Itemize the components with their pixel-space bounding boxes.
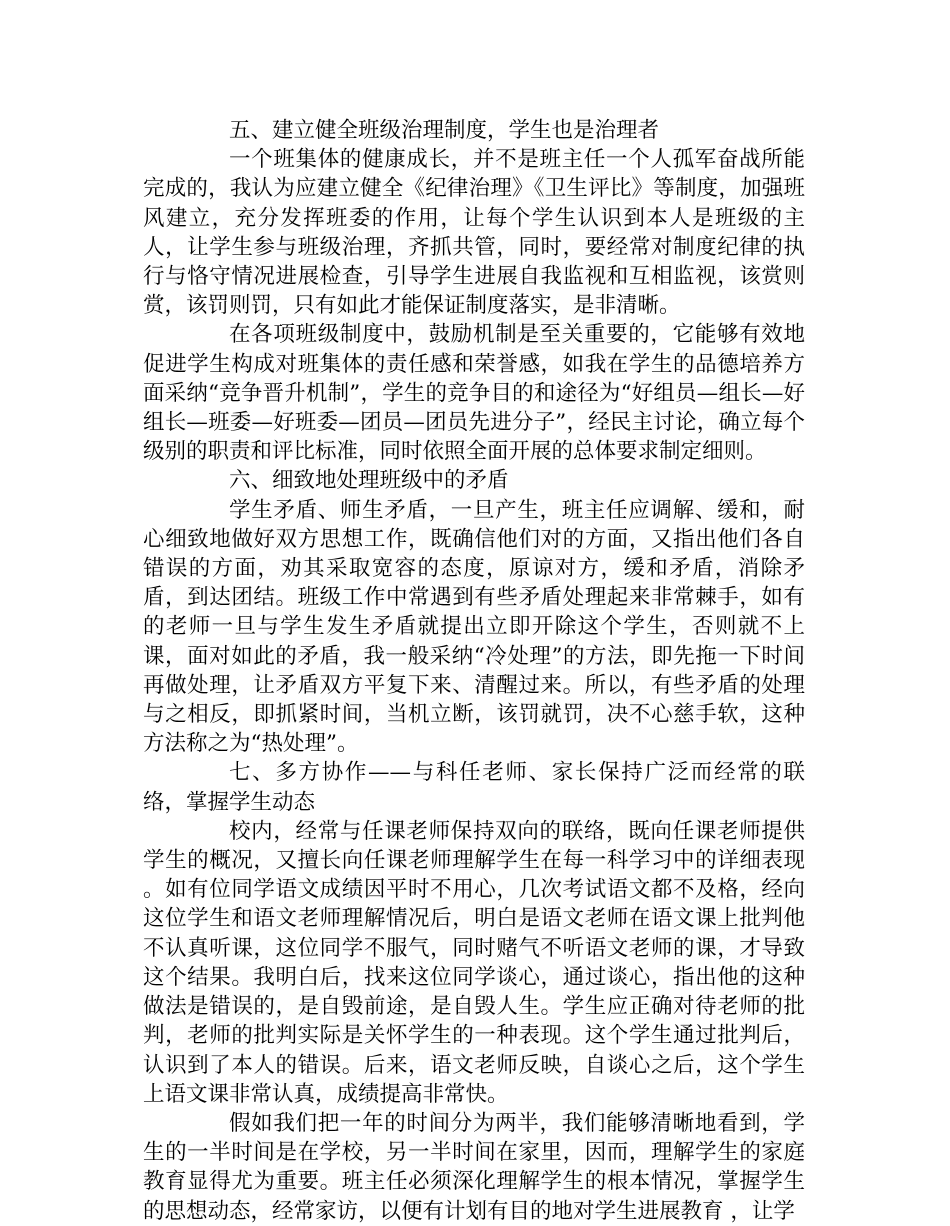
section-heading-seven: 七、多方协作——与科任老师、家长保持广泛而经常的联络，掌握学生动态 (143, 760, 805, 815)
paragraph: 一个班集体的健康成长，并不是班主任一个人孤军奋战所能完成的，我认为应建立健全《纪律治理》《卫生评比》等制度，加强班风建立，充分发挥班委的作用，让每个学生认识到本人是班级的主人，让学生参与班级治理，齐抓共管，同时，要经常对制度纪律的执行与恪守情况进展检查，引导学生进展自我监视和互相监视，该赏则赏，该罚则罚，只有如此才能保证制度落实，是非清晰。 (143, 147, 805, 319)
paragraph: 学生矛盾、师生矛盾，一旦产生，班主任应调解、缓和，耐心细致地做好双方思想工作，既确信他们对的方面，又指出他们各自错误的方面，劝其采取宽容的态度，原谅对方，缓和矛盾，消除矛盾，到达团结。班级工作中常遇到有些矛盾处理起来非常棘手，如有的老师一旦与学生发生矛盾就提出立即开除这个学生，否则就不上课，面对如此的矛盾，我一般采纳“冷处理”的方法，即先拖一下时间再做处理，让矛盾双方平复下来、清醒过来。所以，有些矛盾的处理与之相反，即抓紧时间，当机立断，该罚就罚，决不心慈手软，这种方法称之为“热处理”。 (143, 497, 805, 757)
paragraph: 在各项班级制度中，鼓励机制是至关重要的，它能够有效地促进学生构成对班集体的责任感和荣誉感，如我在学生的品德培养方面采纳“竞争晋升机制”，学生的竞争目的和途径为“好组员—组长—好组长—班委—好班委—团员—团员先进分子”，经民主讨论，确立每个级别的职责和评比标准，同时依照全面开展的总体要求制定细则。 (143, 322, 805, 465)
section-heading-six: 六、细致地处理班级中的矛盾 (229, 468, 509, 494)
paragraph: 假如我们把一年的时间分为两半，我们能够清晰地看到，学生的一半时间是在学校，另一半时间在家里，因而，理解学生的家庭教育显得尤为重要。班主任必须深化理解学生的根本情况，掌握学生的思想动态，经常家访，以便有计划有目的地对学生进展教育 ，让学 (143, 1110, 805, 1224)
paragraph: 校内，经常与任课老师保持双向的联络，既向任课老师提供学生的概况，又擅长向任课老师理解学生在每一科学习中的详细表现 。如有位同学语文成绩因平时不用心，几次考试语文都不及格，经向这位学生和语文老师理解情况后，明白是语文老师在语文课上批判他不认真听课，这位同学不服气，同时赌气不听语文老师的课，才导致这个结果。我明白后，找来这位同学谈心，通过谈心，指出他的这种做法是错误的，是自毁前途，是自毁人生。学生应正确对待老师的批判，老师的批判实际是关怀学生的一种表现。这个学生通过批判后，认识到了本人的错误。后来，语文老师反映，自谈心之后，这个学生上语文课非常认真，成绩提高非常快。 (143, 818, 805, 1107)
section-heading-five: 五、建立健全班级治理制度，学生也是治理者 (229, 118, 660, 143)
document-body (143, 116, 805, 1226)
